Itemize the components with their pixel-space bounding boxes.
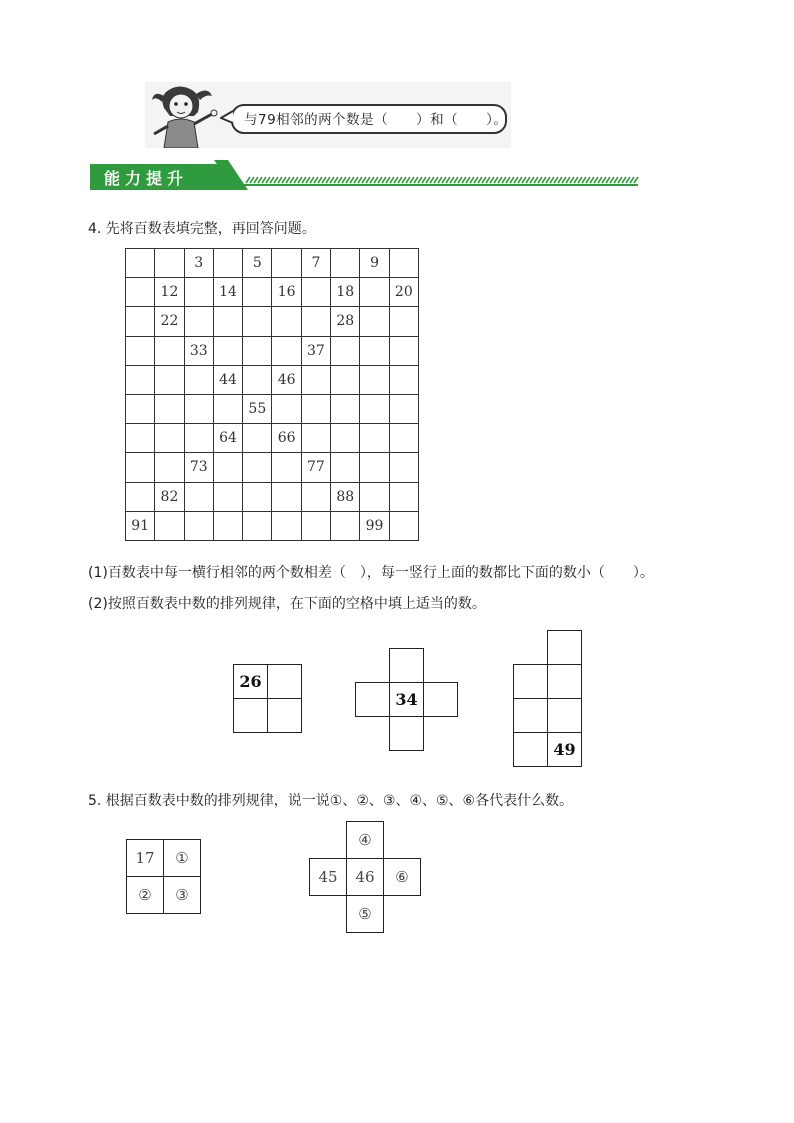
hundred-chart-cell[interactable] [389,365,418,394]
hundred-chart-cell: 22 [155,307,184,336]
hundred-chart-row [126,424,419,453]
hundred-chart-cell[interactable] [184,394,213,423]
hundred-chart-row [126,307,419,336]
hundred-chart-cell[interactable] [243,453,272,482]
hundred-chart-cell: 18 [331,278,360,307]
q5-cross-left: 45 [309,858,347,896]
hundred-chart-cell: 73 [184,453,213,482]
puzzle-column-cell-blank[interactable] [547,698,582,733]
hundred-chart-cell: 28 [331,307,360,336]
hundred-chart-cell: 14 [213,278,242,307]
hundred-chart-cell[interactable] [155,394,184,423]
hundred-chart-cell[interactable] [184,278,213,307]
hundred-chart-cell[interactable] [360,424,389,453]
hundred-chart-row [126,249,419,278]
q5-square-bottom-left: ② [126,876,164,914]
hundred-chart-cell[interactable] [126,365,155,394]
hundred-chart-cell[interactable] [272,249,301,278]
question-5-prompt: 5. 根据百数表中数的排列规律，说一说①、②、③、④、⑤、⑥各代表什么数。 [88,793,574,809]
hundred-chart-cell[interactable] [389,511,418,540]
hundred-chart-cell[interactable] [360,482,389,511]
hundred-chart-row [126,511,419,540]
q5-cross-right: ⑥ [383,858,421,896]
hundred-chart-cell[interactable] [126,278,155,307]
hundred-chart-cell[interactable] [331,365,360,394]
hundred-chart-cell: 91 [126,511,155,540]
hundred-chart-row [126,336,419,365]
hundred-chart-cell[interactable] [126,482,155,511]
hundred-chart-cell[interactable] [243,424,272,453]
hundred-chart-cell: 64 [213,424,242,453]
hundred-chart-cell[interactable] [360,307,389,336]
puzzle-square-cell-blank[interactable] [267,664,302,699]
hundred-chart-cell[interactable] [389,249,418,278]
puzzle-cross-cell-blank[interactable] [355,682,390,717]
hundred-chart-cell[interactable] [272,453,301,482]
hundred-chart-cell: 44 [213,365,242,394]
hundred-chart-cell: 99 [360,511,389,540]
puzzle-column-cell-blank[interactable] [547,630,582,665]
puzzle-column-cell-blank[interactable] [513,698,548,733]
hundred-chart-cell[interactable] [389,307,418,336]
puzzle-cross-cell-blank[interactable] [389,648,424,683]
girl-illustration-icon [148,82,228,148]
hundred-chart-cell[interactable] [301,278,330,307]
hundred-chart-cell[interactable] [360,394,389,423]
hundred-chart-cell[interactable] [155,453,184,482]
question-4-part-1: (1)百数表中每一横行相邻的两个数相差（ ），每一竖行上面的数都比下面的数小（ ）。 [88,565,654,581]
hundred-chart-cell: 88 [331,482,360,511]
hundred-chart-cell[interactable] [126,307,155,336]
hundred-chart-cell[interactable] [184,511,213,540]
hundred-chart-cell: 66 [272,424,301,453]
hundred-chart-cell[interactable] [243,336,272,365]
hundred-chart-cell[interactable] [126,336,155,365]
hundred-chart-cell[interactable] [155,336,184,365]
hundred-chart-cell[interactable] [243,511,272,540]
puzzle-cross-cell-given: 34 [389,682,424,717]
puzzle-cross-cell-blank[interactable] [389,716,424,751]
hundred-chart-row [126,365,419,394]
hundred-chart-cell: 12 [155,278,184,307]
q5-square-bottom-right: ③ [163,876,201,914]
hundred-chart-cell[interactable] [155,365,184,394]
question-4-part-2: (2)按照百数表中数的排列规律，在下面的空格中填上适当的数。 [88,596,486,612]
hundred-chart-cell: 20 [389,278,418,307]
hundred-chart-cell[interactable] [360,336,389,365]
hundred-chart-cell[interactable] [184,482,213,511]
hundred-chart-cell[interactable] [213,394,242,423]
hundred-chart-cell[interactable] [301,394,330,423]
hundred-chart-cell[interactable] [389,482,418,511]
hundred-chart-cell: 9 [360,249,389,278]
hundred-chart-cell: 46 [272,365,301,394]
hundred-chart-cell[interactable] [272,482,301,511]
hundred-chart-cell: 33 [184,336,213,365]
hundred-chart-cell[interactable] [213,307,242,336]
hundred-chart-cell[interactable] [213,482,242,511]
hundred-chart-row [126,278,419,307]
hundred-chart-cell[interactable] [360,365,389,394]
hundred-chart-cell[interactable] [126,453,155,482]
hundred-chart-row [126,453,419,482]
hundred-chart-cell[interactable] [301,482,330,511]
hundred-chart-cell: 3 [184,249,213,278]
hundred-chart-row [126,482,419,511]
hundred-chart-cell[interactable] [272,394,301,423]
hundred-chart-cell: 37 [301,336,330,365]
hundred-chart-cell[interactable] [301,511,330,540]
hundred-chart-cell[interactable] [331,424,360,453]
question-4-prompt: 4. 先将百数表填完整，再回答问题。 [88,221,316,237]
hundred-chart-cell[interactable] [126,249,155,278]
hundred-chart-cell[interactable] [126,394,155,423]
hundred-chart-cell[interactable] [213,249,242,278]
hundred-chart-row [126,394,419,423]
hundred-chart-cell[interactable] [155,511,184,540]
hundred-chart-cell[interactable] [213,453,242,482]
hundred-chart-cell: 5 [243,249,272,278]
hundred-chart-cell[interactable] [389,336,418,365]
hundred-chart-cell: 7 [301,249,330,278]
puzzle-column-cell-blank[interactable] [513,732,548,767]
hundred-chart-cell[interactable] [155,424,184,453]
hundred-chart-cell[interactable] [331,453,360,482]
hundred-chart-cell[interactable] [331,394,360,423]
hundred-chart-cell[interactable] [389,394,418,423]
q5-cross-bottom: ⑤ [346,895,384,933]
puzzle-cross-cell-blank[interactable] [423,682,458,717]
hundred-chart-cell[interactable] [243,365,272,394]
hundred-chart-cell[interactable] [213,511,242,540]
hundred-chart-cell[interactable] [331,249,360,278]
hundred-chart-cell[interactable] [272,307,301,336]
hundred-chart-cell: 55 [243,394,272,423]
hundred-chart-cell[interactable] [243,307,272,336]
hundred-chart-cell[interactable] [184,424,213,453]
hundred-chart-cell[interactable] [301,365,330,394]
hundred-chart-cell[interactable] [389,453,418,482]
hundred-chart-cell: 16 [272,278,301,307]
q5-cross-center: 46 [346,858,384,896]
hundred-chart-cell[interactable] [184,365,213,394]
hundred-chart-cell[interactable] [331,511,360,540]
puzzle-column-cell-blank[interactable] [547,664,582,699]
q5-cross-top: ④ [346,821,384,859]
hundred-chart-cell[interactable] [389,424,418,453]
hundred-chart-cell[interactable] [126,424,155,453]
hundred-chart-cell[interactable] [243,278,272,307]
puzzle-column-cell-given: 49 [547,732,582,767]
hundred-chart-cell[interactable] [360,278,389,307]
hundred-chart-cell[interactable] [360,453,389,482]
hundred-chart-cell[interactable] [243,482,272,511]
hundred-chart-cell[interactable] [272,511,301,540]
puzzle-square-cell-blank[interactable] [233,698,268,733]
hundred-chart-cell[interactable] [155,249,184,278]
speech-bubble-tail [220,110,236,126]
hundred-chart-cell[interactable] [301,307,330,336]
speech-bubble-text: 与79相邻的两个数是（ ）和（ ）。 [244,112,508,128]
hundred-chart-cell[interactable] [301,424,330,453]
section-title: 能力提升 [104,169,189,188]
hundred-chart-cell: 77 [301,453,330,482]
puzzle-column-cell-blank[interactable] [513,664,548,699]
hundred-chart [125,248,419,541]
q5-square-top-left: 17 [126,839,164,877]
hundred-chart-cell[interactable] [213,336,242,365]
hundred-chart-cell[interactable] [331,336,360,365]
hundred-chart-cell[interactable] [184,307,213,336]
hundred-chart-cell[interactable] [272,336,301,365]
puzzle-square-cell-given: 26 [233,664,268,699]
q5-square-top-right: ① [163,839,201,877]
hundred-chart-cell: 82 [155,482,184,511]
puzzle-square-cell-blank[interactable] [267,698,302,733]
